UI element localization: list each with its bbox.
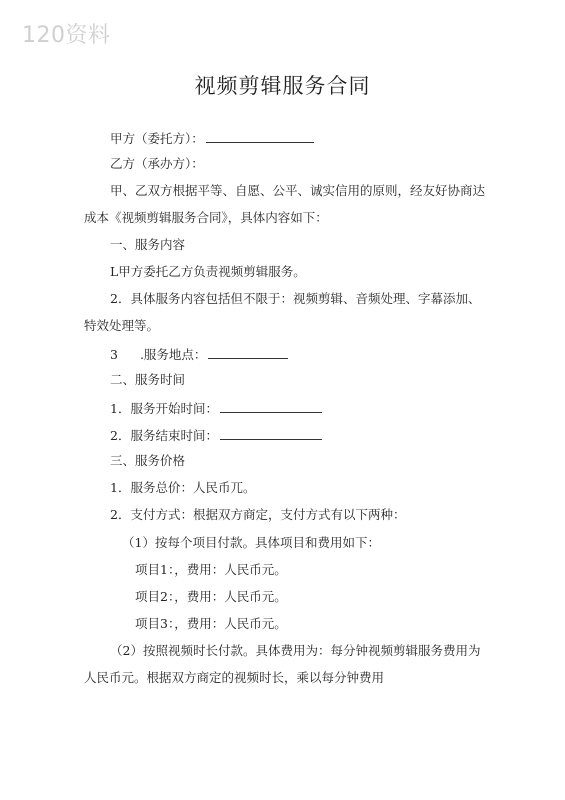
- party-b-label: 乙方（承办方）：: [110, 156, 204, 171]
- section1-item3: [110, 345, 288, 363]
- document-title: 视频剪辑服务合同: [194, 74, 371, 98]
- section1-item2-line1: 2．具体服务内容包括但不限于：视频剪辑、音频处理、字幕添加、: [110, 291, 481, 306]
- party-a-line: [110, 129, 314, 147]
- section1-heading: 一、服务内容: [110, 237, 186, 252]
- service-location-label: .服务地点：: [139, 347, 207, 362]
- section1-item3-number: 3: [110, 347, 118, 362]
- intro-line-2: 成本《视频剪辑服务合同》，具体内容如下：: [84, 210, 328, 225]
- section2-item2: [110, 426, 322, 444]
- section1-item2-line2: 特效处理等。: [84, 318, 160, 333]
- section2-item1: [110, 399, 322, 417]
- party-a-blank: [206, 129, 314, 143]
- project-3-line: 项目3：，费用：人民币元。: [135, 616, 287, 631]
- project-2-line: 项目2：，费用：人民币元。: [135, 589, 287, 604]
- section1-item1: L甲方委托乙方负责视频剪辑服务。: [110, 264, 306, 279]
- service-location-blank: [208, 345, 288, 359]
- start-time-blank: [220, 399, 322, 413]
- section2-heading: 二、服务时间: [110, 372, 186, 387]
- payment-option-2-line1: （2）按照视频时长付款。具体费用为：每分钟视频剪辑服务费用为: [110, 643, 481, 658]
- payment-option-2-line2: 人民币元。根据双方商定的视频时长，乘以每分钟费用: [84, 670, 385, 685]
- payment-option-1: （1）按每个项目付款。具体项目和费用如下：: [122, 535, 380, 550]
- start-time-label: 1．服务开始时间：: [110, 401, 218, 416]
- end-time-label: 2．服务结束时间：: [110, 428, 218, 443]
- watermark: 120资料: [22, 23, 111, 48]
- intro-line-1: 甲、乙双方根据平等、自愿、公平、诚实信用的原则，经友好协商达: [110, 183, 486, 198]
- party-b-line: [110, 156, 204, 172]
- party-a-label: 甲方（委托方）：: [110, 131, 204, 146]
- section3-item2: 2．支付方式：根据双方商定，支付方式有以下两种：: [110, 507, 406, 522]
- section3-heading: 三、服务价格: [110, 453, 186, 468]
- section3-item1: 1．服务总价：人民币兀。: [110, 480, 256, 495]
- end-time-blank: [220, 426, 322, 440]
- project-1-line: 项目1：，费用：人民币元。: [135, 562, 287, 577]
